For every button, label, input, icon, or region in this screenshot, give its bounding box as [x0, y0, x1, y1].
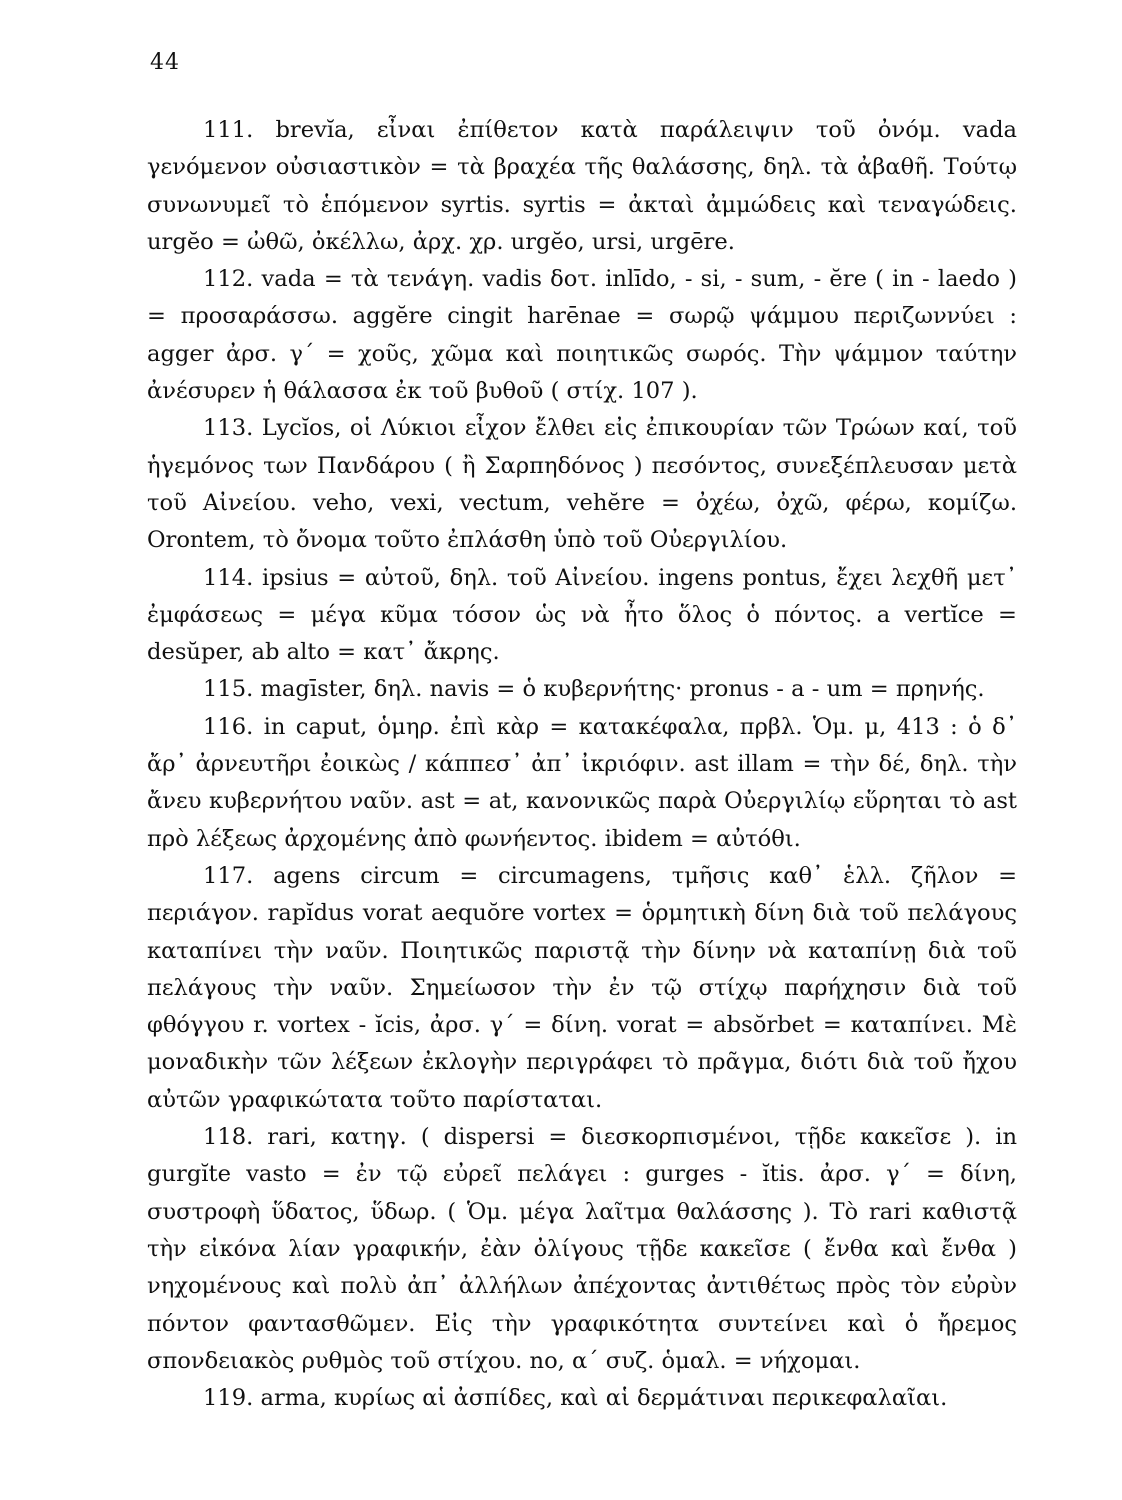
note-119: 119. arma, κυρίως αἱ ἀσπίδες, καὶ αἱ δερμάτιναι περικεφαλαῖαι.	[203, 1385, 948, 1412]
note-112: 112. vada = τὰ τενάγη. vadis δοτ. inlīdo, - si, - sum, - ĕre ( in - laedo ) = προσαράσσω. aggĕre cingit harēnae = σωρῷ ψάμμου περιζωννύει : agger ἀρσ. γ΄ = χοῦς, χῶμα καὶ ποιητικῶς σωρός. Τὴν ψάμμον ταύτην ἀνέσυρεν ἡ θάλασσα ἐκ τοῦ βυθοῦ ( στίχ. 107 ).	[147, 266, 1017, 405]
note-114: 114. ipsius = αὐτοῦ, δηλ. τοῦ Αἰνείου. ingens pontus, ἔχει λεχθῆ μετ᾽ ἐμφάσεως = μέγα κῦμα τόσον ὡς νὰ ἦτο ὅλος ὁ πόντος. a vertĭce = desŭper, ab alto = κατ᾽ ἄκρης.	[147, 564, 1017, 666]
note-113: 113. Lycĭos, οἱ Λύκιοι εἶχον ἔλθει εἰς ἐπικουρίαν τῶν Τρώων καί, τοῦ ἡγεμόνος των Πανδάρου ( ἢ Σαρπηδόνος ) πεσόντος, συνεξέπλευσαν μετὰ τοῦ Αἰνείου. veho, vexi, vectum, vehĕre = ὀχέω, ὀχῶ, φέρω, κομίζω. Orontem, τὸ ὄνομα τοῦτο ἐπλάσθη ὑπὸ τοῦ Οὐεργιλίου.	[147, 415, 1017, 554]
note-117: 117. agens circum = circumagens, τμῆσις καθ᾽ ἑλλ. ζῆλον = περιάγον. rapĭdus vorat aequŏre vortex = ὁρμητικὴ δίνη διὰ τοῦ πελάγους καταπίνει τὴν ναῦν. Ποιητικῶς παριστᾷ τὴν δίνην νὰ καταπίνῃ διὰ τοῦ πελάγους τὴν ναῦν. Σημείωσον τὴν ἐν τῷ στίχῳ παρήχησιν διὰ τοῦ φθόγγου r. vortex - ĭcis, ἀρσ. γ΄ = δίνη. vorat = absŏrbet = καταπίνει. Μὲ μοναδικὴν τῶν λέξεων ἐκλογὴν περιγράφει τὸ πρᾶγμα, διότι διὰ τοῦ ἤχου αὐτῶν γραφικώτατα τοῦτο παρίσταται.	[147, 862, 1017, 1113]
commentary-body	[147, 112, 1017, 1417]
note-116: 116. in caput, ὁμηρ. ἐπὶ κὰρ = κατακέφαλα, πρβλ. Ὁμ. μ, 413 : ὁ δ᾽ ἄρ᾽ ἀρνευτῆρι ἐοικὼς / κάππεσ᾽ ἀπ᾽ ἰκριόφιν. ast illam = τὴν δέ, δηλ. τὴν ἄνευ κυβερνήτου ναῦν. ast = at, κανονικῶς παρὰ Οὐεργιλίῳ εὕρηται τὸ ast πρὸ λέξεως ἀρχομένης ἀπὸ φωνήεντος. ibidem = αὐτόθι.	[147, 713, 1017, 852]
note-115: 115. magīster, δηλ. navis = ὁ κυβερνήτης· pronus - a - um = πρηνής.	[203, 676, 985, 703]
note-118: 118. rari, κατηγ. ( dispersi = διεσκορπισμένοι, τῇδε κακεῖσε ). in gurgĭte vasto = ἐν τῷ εὐρεῖ πελάγει : gurges - ĭtis. ἀρσ. γ΄ = δίνη, συστροφὴ ὕδατος, ὕδωρ. ( Ὁμ. μέγα λαῖτμα θαλάσσης ). Τὸ rari καθιστᾷ τὴν εἰκόνα λίαν γραφικήν, ἐὰν ὀλίγους τῇδε κακεῖσε ( ἔνθα καὶ ἔνθα ) νηχομένους καὶ πολὺ ἀπ᾽ ἀλλήλων ἀπέχοντας ἀντιθέτως πρὸς τὸν εὐρὺν πόντον φαντασθῶμεν. Εἰς τὴν γραφικότητα συντείνει καὶ ὁ ἤρεμος σπονδειακὸς ρυθμὸς τοῦ στίχου. no, α΄ συζ. ὁμαλ. = νήχομαι.	[147, 1124, 1017, 1374]
page-number: 44	[150, 50, 180, 75]
note-111: 111. brevĭa, εἶναι ἐπίθετον κατὰ παράλειψιν τοῦ ὀνόμ. vada γενόμενον οὐσιαστικὸν = τὰ βραχέα τῆς θαλάσσης, δηλ. τὰ ἀβαθῆ. Τούτῳ συνωνυμεῖ τὸ ἑπόμενον syrtis. syrtis = ἀκταὶ ἀμμώδεις καὶ τεναγώδεις. urgĕo = ὠθῶ, ὀκέλλω, ἀρχ. χρ. urgĕo, ursi, urgēre.	[147, 117, 1017, 255]
